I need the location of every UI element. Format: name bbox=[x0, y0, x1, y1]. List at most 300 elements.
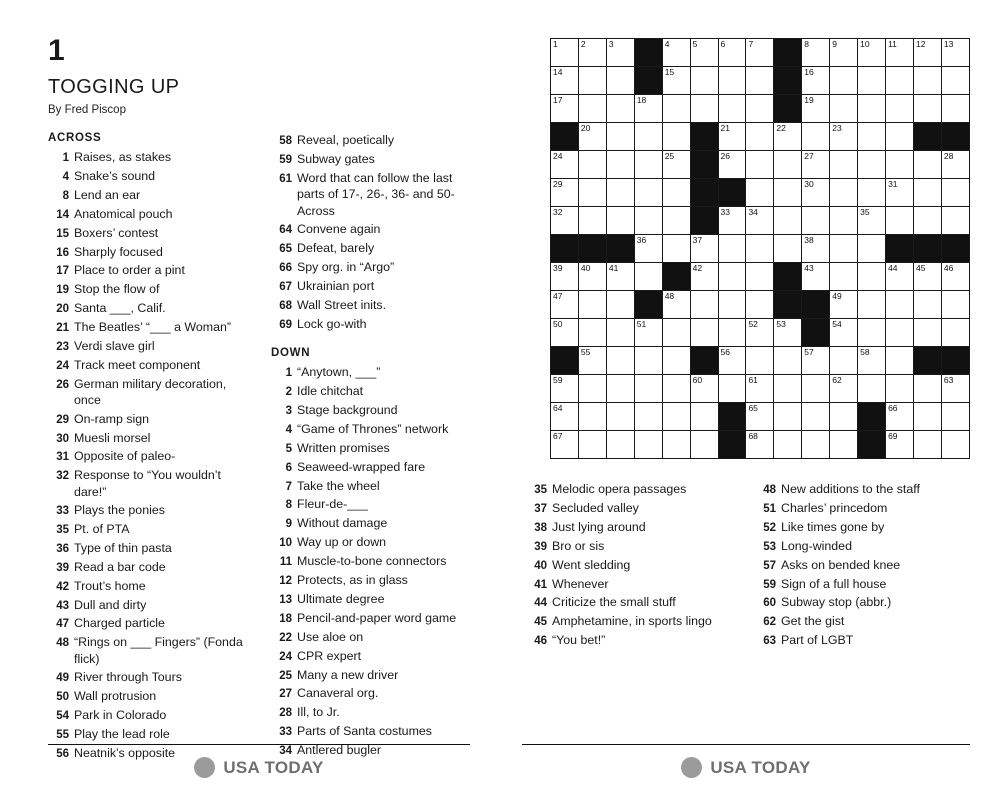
clue-number: 30 bbox=[56, 432, 69, 445]
grid-cell[interactable] bbox=[634, 179, 662, 207]
grid-cell[interactable] bbox=[802, 95, 830, 123]
grid-cell[interactable] bbox=[718, 291, 746, 319]
grid-cell-number: 55 bbox=[580, 347, 591, 357]
grid-cell-number: 47 bbox=[553, 291, 563, 301]
grid-cell[interactable] bbox=[941, 151, 969, 179]
grid-cell[interactable] bbox=[551, 151, 579, 179]
grid-cell[interactable] bbox=[886, 291, 914, 319]
grid-cell[interactable] bbox=[858, 67, 886, 95]
grid-cell[interactable] bbox=[802, 207, 830, 235]
grid-cell[interactable] bbox=[746, 291, 774, 319]
grid-cell[interactable] bbox=[551, 39, 579, 67]
grid-cell[interactable] bbox=[941, 319, 969, 347]
grid-cell[interactable] bbox=[551, 319, 579, 347]
clue-item bbox=[48, 578, 247, 595]
grid-cell-block bbox=[718, 403, 746, 431]
clue-text: Get the gist bbox=[781, 614, 845, 629]
clue-text: Just lying around bbox=[552, 519, 646, 534]
grid-cell[interactable] bbox=[746, 179, 774, 207]
clue-item bbox=[48, 540, 247, 557]
grid-cell[interactable] bbox=[606, 151, 634, 179]
grid-cell[interactable] bbox=[746, 207, 774, 235]
grid-cell-number: 31 bbox=[888, 179, 898, 189]
grid-cell[interactable] bbox=[634, 347, 662, 375]
grid-cell[interactable] bbox=[551, 207, 579, 235]
grid-cell[interactable] bbox=[886, 403, 914, 431]
clue-number: 1 bbox=[62, 152, 69, 164]
grid-cell[interactable] bbox=[913, 319, 941, 347]
grid-cell[interactable] bbox=[941, 39, 969, 67]
clue-number: 3 bbox=[285, 404, 292, 417]
clue-text: Pt. of PTA bbox=[74, 521, 130, 536]
grid-cell[interactable] bbox=[578, 375, 606, 403]
grid-cell[interactable] bbox=[886, 39, 914, 67]
grid-cell[interactable] bbox=[913, 207, 941, 235]
clue-number: 24 bbox=[279, 650, 292, 663]
grid-cell[interactable] bbox=[718, 67, 746, 95]
grid-cell[interactable] bbox=[662, 235, 690, 263]
grid-cell[interactable] bbox=[606, 375, 634, 403]
grid-cell[interactable] bbox=[913, 291, 941, 319]
grid-cell[interactable] bbox=[551, 95, 579, 123]
grid-cell[interactable] bbox=[662, 375, 690, 403]
clue-number: 33 bbox=[56, 505, 69, 518]
grid-cell[interactable] bbox=[718, 151, 746, 179]
grid-cell[interactable] bbox=[662, 39, 690, 67]
clue-text: Lock go-with bbox=[297, 316, 367, 331]
clue-item bbox=[271, 421, 470, 438]
grid-cell[interactable] bbox=[941, 291, 969, 319]
grid-cell[interactable] bbox=[551, 291, 579, 319]
grid-cell[interactable] bbox=[802, 431, 830, 459]
grid-cell[interactable] bbox=[830, 39, 858, 67]
grid-cell[interactable] bbox=[886, 95, 914, 123]
grid-cell-number: 60 bbox=[692, 375, 703, 385]
grid-cell[interactable] bbox=[718, 95, 746, 123]
grid-cell[interactable] bbox=[551, 431, 579, 459]
grid-cell[interactable] bbox=[578, 291, 606, 319]
grid-cell[interactable] bbox=[858, 95, 886, 123]
grid-cell-number: 9 bbox=[832, 39, 837, 49]
grid-cell-number: 18 bbox=[636, 95, 647, 105]
grid-cell[interactable] bbox=[662, 67, 690, 95]
clue-number: 45 bbox=[534, 616, 547, 629]
grid-cell[interactable] bbox=[606, 347, 634, 375]
grid-cell[interactable] bbox=[941, 207, 969, 235]
clue-number: 4 bbox=[285, 423, 292, 436]
grid-cell[interactable] bbox=[606, 319, 634, 347]
grid-cell[interactable] bbox=[802, 39, 830, 67]
grid-cell[interactable] bbox=[886, 151, 914, 179]
grid-cell[interactable] bbox=[858, 123, 886, 151]
grid-cell[interactable] bbox=[551, 375, 579, 403]
grid-cell[interactable] bbox=[774, 207, 802, 235]
grid-cell[interactable] bbox=[662, 179, 690, 207]
clue-number: 40 bbox=[534, 559, 547, 572]
clue-item bbox=[271, 667, 470, 684]
clue-item bbox=[526, 576, 731, 593]
clue-number: 11 bbox=[279, 556, 292, 569]
grid-cell[interactable] bbox=[858, 319, 886, 347]
clue-number: 28 bbox=[279, 707, 292, 720]
clue-text: Wall protrusion bbox=[74, 689, 157, 703]
clue-text: Bro or sis bbox=[552, 538, 605, 553]
grid-cell[interactable] bbox=[662, 123, 690, 151]
grid-cell[interactable] bbox=[746, 431, 774, 459]
right-clue-columns bbox=[526, 481, 970, 651]
grid-cell[interactable] bbox=[941, 67, 969, 95]
clue-text: Word that can follow the last parts of 17-, 26-, 36- and 50-Across bbox=[297, 170, 455, 219]
grid-cell[interactable] bbox=[746, 319, 774, 347]
grid-cell[interactable] bbox=[662, 403, 690, 431]
grid-cell[interactable] bbox=[913, 431, 941, 459]
grid-cell[interactable] bbox=[634, 151, 662, 179]
grid-cell[interactable] bbox=[858, 291, 886, 319]
clue-text: Amphetamine, in sports lingo bbox=[552, 614, 712, 629]
grid-cell[interactable] bbox=[746, 375, 774, 403]
clue-number: 46 bbox=[534, 635, 547, 648]
grid-cell-number: 23 bbox=[832, 123, 842, 133]
grid-cell[interactable] bbox=[606, 291, 634, 319]
grid-cell[interactable] bbox=[606, 431, 634, 459]
grid-cell-number: 40 bbox=[580, 263, 591, 273]
grid-cell[interactable] bbox=[578, 123, 606, 151]
grid-cell[interactable] bbox=[746, 235, 774, 263]
grid-cell[interactable] bbox=[718, 263, 746, 291]
grid-cell-number: 57 bbox=[804, 347, 814, 357]
grid-cell[interactable] bbox=[634, 123, 662, 151]
grid-cell[interactable] bbox=[941, 375, 969, 403]
clue-number: 10 bbox=[279, 537, 292, 550]
grid-cell[interactable] bbox=[634, 95, 662, 123]
grid-cell[interactable] bbox=[718, 207, 746, 235]
clue-text: Spy org. in “Argo” bbox=[297, 259, 395, 274]
grid-cell[interactable] bbox=[886, 347, 914, 375]
grid-cell-number: 59 bbox=[553, 375, 563, 385]
grid-row bbox=[551, 319, 970, 347]
grid-cell[interactable] bbox=[746, 95, 774, 123]
grid-cell[interactable] bbox=[858, 151, 886, 179]
grid-cell[interactable] bbox=[802, 403, 830, 431]
grid-cell-number: 68 bbox=[748, 431, 758, 441]
clue-text: Criticize the small stuff bbox=[552, 595, 676, 610]
grid-cell[interactable] bbox=[634, 319, 662, 347]
grid-cell[interactable] bbox=[774, 375, 802, 403]
clue-text: Trout’s home bbox=[74, 578, 146, 593]
grid-cell[interactable] bbox=[746, 151, 774, 179]
grid-table[interactable] bbox=[550, 38, 970, 459]
grid-cell-number: 14 bbox=[553, 67, 563, 77]
grid-cell[interactable] bbox=[662, 291, 690, 319]
grid-cell[interactable] bbox=[690, 319, 718, 347]
clue-number: 8 bbox=[62, 189, 69, 202]
grid-cell[interactable] bbox=[830, 291, 858, 319]
grid-cell[interactable] bbox=[886, 431, 914, 459]
clue-text: Seaweed-wrapped fare bbox=[297, 459, 426, 474]
grid-cell[interactable] bbox=[830, 319, 858, 347]
grid-cell[interactable] bbox=[802, 347, 830, 375]
grid-cell[interactable] bbox=[802, 235, 830, 263]
grid-cell[interactable] bbox=[718, 235, 746, 263]
grid-cell[interactable] bbox=[662, 151, 690, 179]
grid-cell[interactable] bbox=[634, 207, 662, 235]
grid-cell[interactable] bbox=[886, 123, 914, 151]
grid-cell[interactable] bbox=[746, 39, 774, 67]
grid-cell[interactable] bbox=[578, 347, 606, 375]
grid-cell[interactable] bbox=[941, 95, 969, 123]
grid-cell[interactable] bbox=[606, 403, 634, 431]
grid-row bbox=[551, 375, 970, 403]
grid-cell[interactable] bbox=[858, 347, 886, 375]
grid-cell[interactable] bbox=[941, 403, 969, 431]
clue-text: Subway stop (abbr.) bbox=[781, 595, 892, 610]
grid-cell[interactable] bbox=[886, 207, 914, 235]
grid-cell-block bbox=[941, 235, 969, 263]
grid-cell[interactable] bbox=[551, 67, 579, 95]
clue-number: 33 bbox=[279, 726, 292, 739]
clue-item bbox=[48, 319, 247, 336]
grid-cell[interactable] bbox=[551, 263, 579, 291]
grid-cell[interactable] bbox=[634, 375, 662, 403]
grid-cell[interactable] bbox=[858, 39, 886, 67]
grid-cell[interactable] bbox=[830, 431, 858, 459]
grid-cell[interactable] bbox=[690, 39, 718, 67]
grid-cell[interactable] bbox=[578, 67, 606, 95]
grid-cell[interactable] bbox=[858, 375, 886, 403]
grid-cell[interactable] bbox=[858, 263, 886, 291]
grid-cell[interactable] bbox=[578, 95, 606, 123]
clue-item bbox=[48, 615, 247, 632]
grid-cell[interactable] bbox=[718, 39, 746, 67]
grid-cell[interactable] bbox=[802, 123, 830, 151]
grid-cell[interactable] bbox=[578, 431, 606, 459]
clue-number: 31 bbox=[56, 451, 69, 464]
grid-cell[interactable] bbox=[858, 179, 886, 207]
grid-cell[interactable] bbox=[830, 235, 858, 263]
clue-number: 41 bbox=[534, 578, 547, 591]
grid-cell[interactable] bbox=[913, 179, 941, 207]
grid-cell[interactable] bbox=[690, 375, 718, 403]
grid-cell[interactable] bbox=[746, 403, 774, 431]
grid-cell[interactable] bbox=[830, 179, 858, 207]
grid-cell[interactable] bbox=[886, 263, 914, 291]
grid-cell[interactable] bbox=[690, 403, 718, 431]
grid-cell[interactable] bbox=[830, 151, 858, 179]
clue-item bbox=[48, 597, 247, 614]
grid-cell[interactable] bbox=[718, 347, 746, 375]
grid-cell-block bbox=[634, 67, 662, 95]
grid-cell[interactable] bbox=[634, 403, 662, 431]
grid-cell-number: 11 bbox=[888, 39, 897, 49]
clue-number: 64 bbox=[279, 224, 292, 237]
grid-cell-number: 64 bbox=[553, 403, 563, 413]
clue-number: 39 bbox=[56, 561, 69, 574]
grid-cell[interactable] bbox=[774, 431, 802, 459]
grid-cell[interactable] bbox=[662, 431, 690, 459]
clue-item bbox=[755, 576, 960, 593]
grid-cell[interactable] bbox=[774, 151, 802, 179]
grid-cell-block bbox=[913, 235, 941, 263]
grid-cell[interactable] bbox=[578, 403, 606, 431]
grid-cell[interactable] bbox=[886, 375, 914, 403]
clue-item bbox=[271, 572, 470, 589]
clue-item bbox=[48, 149, 247, 166]
grid-cell[interactable] bbox=[858, 207, 886, 235]
grid-cell[interactable] bbox=[690, 263, 718, 291]
clue-number: 62 bbox=[763, 616, 776, 629]
grid-cell-number: 21 bbox=[720, 123, 730, 133]
clue-column-2 bbox=[271, 132, 470, 764]
clue-item bbox=[271, 496, 470, 513]
clue-text: Antlered bugler bbox=[297, 743, 382, 758]
grid-cell[interactable] bbox=[941, 431, 969, 459]
clue-number: 66 bbox=[279, 261, 292, 274]
grid-cell[interactable] bbox=[606, 123, 634, 151]
clue-columns bbox=[48, 132, 470, 764]
clue-text: Type of thin pasta bbox=[74, 540, 172, 555]
grid-cell[interactable] bbox=[802, 67, 830, 95]
clue-item bbox=[48, 244, 247, 261]
grid-cell[interactable] bbox=[634, 263, 662, 291]
clue-text: “You bet!” bbox=[552, 633, 606, 648]
clue-text: Ukrainian port bbox=[297, 278, 375, 293]
clue-number: 15 bbox=[56, 227, 69, 240]
clue-number: 4 bbox=[62, 170, 69, 183]
clue-item bbox=[48, 669, 247, 686]
grid-cell[interactable] bbox=[746, 347, 774, 375]
grid-cell[interactable] bbox=[578, 39, 606, 67]
grid-cell[interactable] bbox=[858, 235, 886, 263]
usa-today-logo bbox=[48, 757, 470, 778]
grid-cell[interactable] bbox=[551, 403, 579, 431]
grid-cell[interactable] bbox=[551, 179, 579, 207]
grid-cell[interactable] bbox=[830, 123, 858, 151]
clue-item bbox=[48, 688, 247, 705]
grid-cell[interactable] bbox=[662, 95, 690, 123]
clue-number: 58 bbox=[279, 135, 292, 147]
grid-cell[interactable] bbox=[578, 263, 606, 291]
clue-item bbox=[271, 478, 470, 495]
grid-cell[interactable] bbox=[774, 319, 802, 347]
grid-cell[interactable] bbox=[690, 291, 718, 319]
crossword-grid[interactable] bbox=[550, 38, 970, 459]
grid-cell[interactable] bbox=[774, 235, 802, 263]
grid-cell[interactable] bbox=[718, 123, 746, 151]
grid-cell[interactable] bbox=[578, 179, 606, 207]
grid-cell[interactable] bbox=[941, 263, 969, 291]
grid-cell[interactable] bbox=[662, 319, 690, 347]
grid-cell[interactable] bbox=[746, 123, 774, 151]
grid-cell[interactable] bbox=[634, 235, 662, 263]
grid-cell[interactable] bbox=[830, 95, 858, 123]
grid-cell-number: 32 bbox=[553, 207, 563, 217]
grid-cell[interactable] bbox=[913, 39, 941, 67]
grid-cell[interactable] bbox=[774, 123, 802, 151]
grid-cell[interactable] bbox=[690, 235, 718, 263]
grid-cell[interactable] bbox=[690, 67, 718, 95]
grid-cell[interactable] bbox=[634, 431, 662, 459]
grid-cell[interactable] bbox=[746, 67, 774, 95]
grid-cell[interactable] bbox=[606, 263, 634, 291]
clue-number: 51 bbox=[763, 502, 776, 515]
grid-cell[interactable] bbox=[913, 67, 941, 95]
clue-column-3 bbox=[526, 481, 731, 651]
down-heading: DOWN bbox=[271, 347, 311, 360]
grid-cell[interactable] bbox=[830, 375, 858, 403]
grid-cell-number: 53 bbox=[776, 319, 786, 329]
clue-number: 35 bbox=[534, 484, 547, 496]
grid-cell-block bbox=[941, 347, 969, 375]
grid-cell[interactable] bbox=[913, 403, 941, 431]
grid-cell[interactable] bbox=[606, 95, 634, 123]
clue-number: 26 bbox=[56, 378, 69, 391]
clue-text: Stop the flow of bbox=[74, 282, 160, 297]
grid-cell[interactable] bbox=[718, 319, 746, 347]
grid-cell[interactable] bbox=[774, 403, 802, 431]
grid-cell[interactable] bbox=[662, 207, 690, 235]
clue-item bbox=[755, 500, 960, 517]
grid-cell[interactable] bbox=[830, 207, 858, 235]
grid-cell[interactable] bbox=[913, 263, 941, 291]
grid-cell[interactable] bbox=[606, 179, 634, 207]
grid-cell[interactable] bbox=[606, 39, 634, 67]
clue-text: Muscle-to-bone connectors bbox=[297, 554, 447, 569]
grid-cell[interactable] bbox=[578, 151, 606, 179]
grid-cell[interactable] bbox=[606, 67, 634, 95]
grid-row bbox=[551, 291, 970, 319]
grid-cell[interactable] bbox=[886, 179, 914, 207]
grid-cell[interactable] bbox=[913, 151, 941, 179]
grid-cell[interactable] bbox=[913, 95, 941, 123]
grid-cell[interactable] bbox=[662, 347, 690, 375]
logo-text: USA TODAY bbox=[710, 757, 811, 777]
grid-cell[interactable] bbox=[802, 263, 830, 291]
grid-cell[interactable] bbox=[941, 179, 969, 207]
clue-text: Take the wheel bbox=[297, 478, 380, 493]
clue-number: 47 bbox=[56, 618, 69, 631]
grid-cell[interactable] bbox=[690, 95, 718, 123]
grid-cell-number: 35 bbox=[860, 207, 870, 217]
clue-text: Place to order a pint bbox=[74, 263, 185, 278]
clue-number: 22 bbox=[279, 631, 292, 644]
grid-cell[interactable] bbox=[774, 179, 802, 207]
grid-cell[interactable] bbox=[606, 207, 634, 235]
grid-cell[interactable] bbox=[774, 347, 802, 375]
grid-cell[interactable] bbox=[913, 375, 941, 403]
grid-cell[interactable] bbox=[830, 347, 858, 375]
grid-cell-number: 37 bbox=[692, 235, 703, 245]
grid-cell[interactable] bbox=[802, 151, 830, 179]
grid-cell[interactable] bbox=[802, 375, 830, 403]
grid-cell[interactable] bbox=[578, 319, 606, 347]
grid-cell[interactable] bbox=[746, 263, 774, 291]
grid-cell[interactable] bbox=[830, 67, 858, 95]
grid-cell[interactable] bbox=[886, 319, 914, 347]
grid-cell[interactable] bbox=[578, 207, 606, 235]
clue-number: 53 bbox=[763, 540, 776, 553]
clue-text: Play the lead role bbox=[74, 726, 170, 741]
grid-cell[interactable] bbox=[718, 375, 746, 403]
clue-text: Use aloe on bbox=[297, 629, 364, 644]
grid-cell[interactable] bbox=[830, 263, 858, 291]
grid-cell-number: 27 bbox=[804, 151, 814, 161]
grid-cell[interactable] bbox=[830, 403, 858, 431]
clue-text: Plays the ponies bbox=[74, 503, 165, 518]
grid-cell[interactable] bbox=[802, 179, 830, 207]
grid-cell[interactable] bbox=[886, 67, 914, 95]
clue-number: 2 bbox=[285, 385, 292, 398]
grid-cell[interactable] bbox=[690, 431, 718, 459]
